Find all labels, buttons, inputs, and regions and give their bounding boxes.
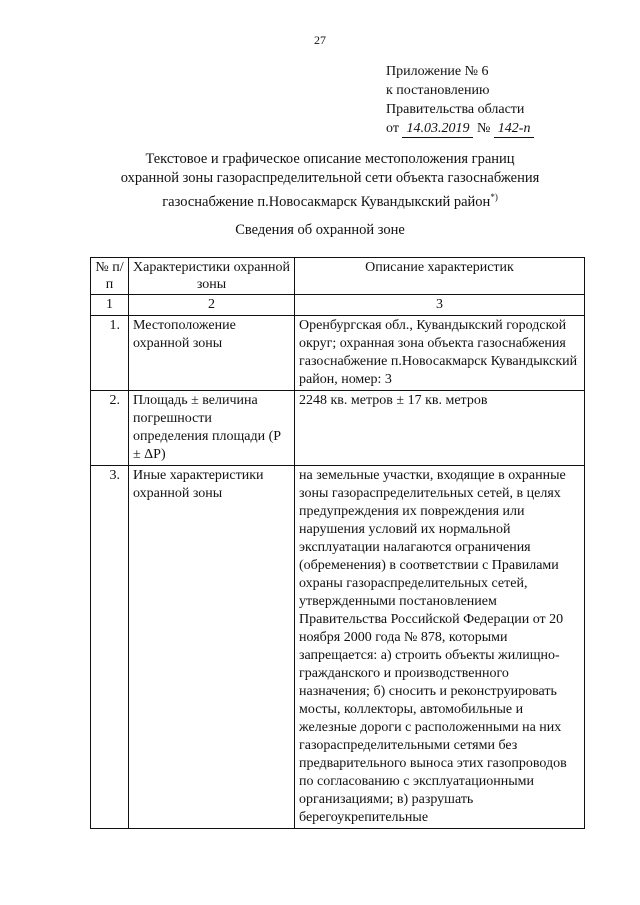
title-line-2: охранной зоны газораспределительной сети объекта газоснабжения <box>120 170 540 186</box>
numbering-cell: 1 <box>91 295 129 316</box>
page-number: 27 <box>314 33 326 47</box>
row-characteristic: Местоположение охранной зоны <box>129 316 295 391</box>
title-line-1: Текстовое и графическое описание местоположения границ <box>145 151 515 167</box>
table-header-row <box>91 258 585 295</box>
appendix-date-line <box>386 119 616 138</box>
protection-zone-table <box>90 257 585 829</box>
appendix-block <box>386 62 616 138</box>
title-line-3: газоснабжение п.Новосакмарск Кувандыкский район*) <box>162 192 498 210</box>
numbering-cell: 2 <box>129 295 295 316</box>
date-prefix: от <box>386 121 399 136</box>
document-title <box>60 150 600 212</box>
table-numbering-row <box>91 295 585 316</box>
table-row <box>91 466 585 829</box>
number-prefix: № <box>476 121 491 136</box>
resolution-date: 14.03.2019 <box>402 121 473 138</box>
header-characteristic: Характеристики охранной зоны <box>129 258 295 295</box>
appendix-line-1: Приложение № 6 <box>386 64 489 79</box>
header-description: Описание характеристик <box>295 258 585 295</box>
row-number: 2. <box>91 391 129 466</box>
numbering-cell: 3 <box>295 295 585 316</box>
resolution-number: 142-п <box>494 121 535 138</box>
header-num: № п/п <box>91 258 129 295</box>
table-row <box>91 316 585 391</box>
row-characteristic: Иные характеристики охранной зоны <box>129 466 295 829</box>
row-characteristic: Площадь ± величина погрешности определения площади (Р ± ΔР) <box>129 391 295 466</box>
appendix-line-2: к постановлению <box>386 83 490 98</box>
row-description: на земельные участки, входящие в охранные зоны газораспределительных сетей, в целях предупреждения их повреждения или нарушения условий их нормальной эксплуатации налагаются ограничения (обременения) в соответствии с Правилами охраны газораспределительных сетей, утвержденными постановлением Правительства Российской Федерации от 20 ноября 2000 года № 878, которыми запрещается: а) строить объекты жилищно-гражданского и производственного назначения; б) сносить и реконструировать мосты, коллекторы, автомобильные и железные дороги с расположенными на них газораспределительными сетями без предварительного выноса этих газопроводов по согласованию с эксплуатационными организациями; в) разрушать берегоукрепительные <box>295 466 585 829</box>
row-description: 2248 кв. метров ± 17 кв. метров <box>295 391 585 466</box>
appendix-line-3: Правительства области <box>386 102 525 117</box>
row-description: Оренбургская обл., Кувандыкский городской округ; охранная зона объекта газоснабжения газоснабжение п.Новосакмарск Кувандыкский район, номер: 3 <box>295 316 585 391</box>
row-number: 3. <box>91 466 129 829</box>
row-number: 1. <box>91 316 129 391</box>
footnote-mark: *) <box>490 192 498 202</box>
section-title: Сведения об охранной зоне <box>235 222 405 238</box>
table-row <box>91 391 585 466</box>
